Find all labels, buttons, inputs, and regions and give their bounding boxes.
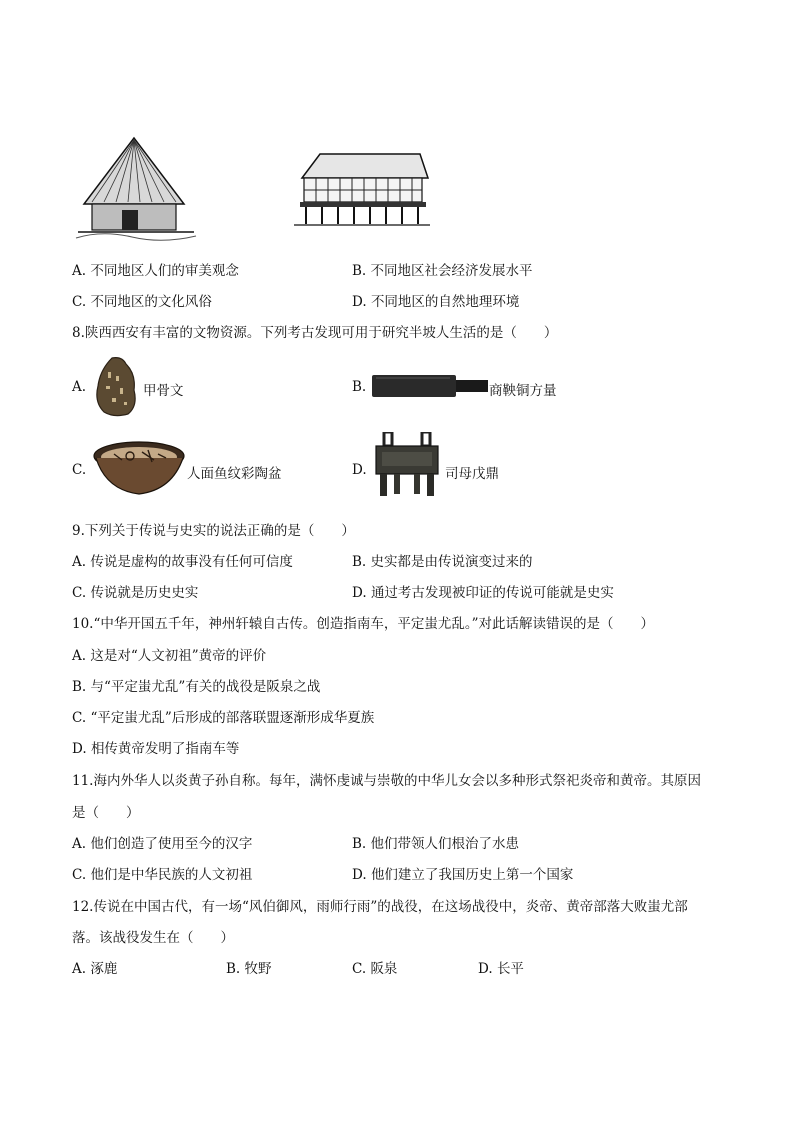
q10-option-a[interactable]: A. 这是对“人文初祖”黄帝的评价	[72, 648, 267, 664]
q7-option-b[interactable]: B. 不同地区社会经济发展水平	[352, 263, 533, 279]
q9-stem: 9.下列关于传说与史实的说法正确的是（ ）	[72, 523, 355, 539]
q7-option-a[interactable]: A. 不同地区人们的审美观念	[72, 263, 239, 279]
q8-option-b-caption: 商鞅铜方量	[489, 383, 557, 399]
q7-option-c[interactable]: C. 不同地区的文化风俗	[72, 294, 212, 310]
q12-option-c[interactable]: C. 阪泉	[352, 961, 398, 977]
q8-option-d-letter[interactable]: D.	[352, 462, 367, 478]
q8-option-d-caption: 司母戊鼎	[445, 466, 499, 482]
q12-stem-line2: 落。该战役发生在（ ）	[72, 930, 234, 946]
q10-option-b[interactable]: B. 与“平定蚩尤乱”有关的战役是阪泉之战	[72, 679, 321, 695]
q8-option-a-caption: 甲骨文	[143, 383, 184, 399]
q11-option-d[interactable]: D. 他们建立了我国历史上第一个国家	[352, 867, 574, 883]
q10-option-c[interactable]: C. “平定蚩尤乱”后形成的部落联盟逐渐形成华夏族	[72, 710, 375, 726]
q11-option-b[interactable]: B. 他们带领人们根治了水患	[352, 836, 520, 852]
q12-stem-line1: 12.传说在中国古代，有一场“风伯御风，雨师行雨”的战役，在这场战役中，炎帝、黄帝部落大败蚩尤部	[72, 899, 688, 915]
q12-option-d[interactable]: D. 长平	[478, 961, 524, 977]
q12-option-b[interactable]: B. 牧野	[226, 961, 272, 977]
q8-option-a-letter[interactable]: A.	[72, 379, 87, 395]
stilt-house-illustration	[292, 150, 432, 228]
q8-option-c-caption: 人面鱼纹彩陶盆	[187, 466, 282, 482]
q11-option-c[interactable]: C. 他们是中华民族的人文初祖	[72, 867, 253, 883]
q11-stem-line1: 11.海内外华人以炎黄子孙自称。每年，满怀虔诚与崇敬的中华儿女会以多种形式祭祀炎帝和黄帝。其原因	[72, 773, 701, 789]
q10-option-d[interactable]: D. 相传黄帝发明了指南车等	[72, 741, 240, 757]
oracle-bone-artifact-image	[92, 356, 142, 418]
q8-option-c-letter[interactable]: C.	[72, 462, 87, 478]
q8-stem: 8.陕西西安有丰富的文物资源。下列考古发现可用于研究半坡人生活的是（ ）	[72, 325, 558, 341]
q11-stem-line2: 是（ ）	[72, 805, 140, 821]
painted-pottery-basin-image	[92, 440, 187, 498]
q9-option-d[interactable]: D. 通过考古发现被印证的传说可能就是史实	[352, 585, 614, 601]
q8-option-b-letter[interactable]: B.	[352, 379, 367, 395]
q12-option-a[interactable]: A. 涿鹿	[72, 961, 118, 977]
q10-stem: 10.“中华开国五千年，神州轩辕自古传。创造指南车，平定蚩尤乱。”对此话解读错误的是（ ）	[72, 616, 655, 632]
q7-option-d[interactable]: D. 不同地区的自然地理环境	[352, 294, 520, 310]
shang-yang-bronze-measure-image	[370, 372, 490, 400]
q9-option-c[interactable]: C. 传说就是历史史实	[72, 585, 199, 601]
thatched-hut-illustration	[72, 134, 202, 244]
simuwu-ding-image	[372, 432, 442, 498]
q9-option-a[interactable]: A. 传说是虚构的故事没有任何可信度	[72, 554, 293, 570]
q11-option-a[interactable]: A. 他们创造了使用至今的汉字	[72, 836, 253, 852]
q9-option-b[interactable]: B. 史实都是由传说演变过来的	[352, 554, 533, 570]
